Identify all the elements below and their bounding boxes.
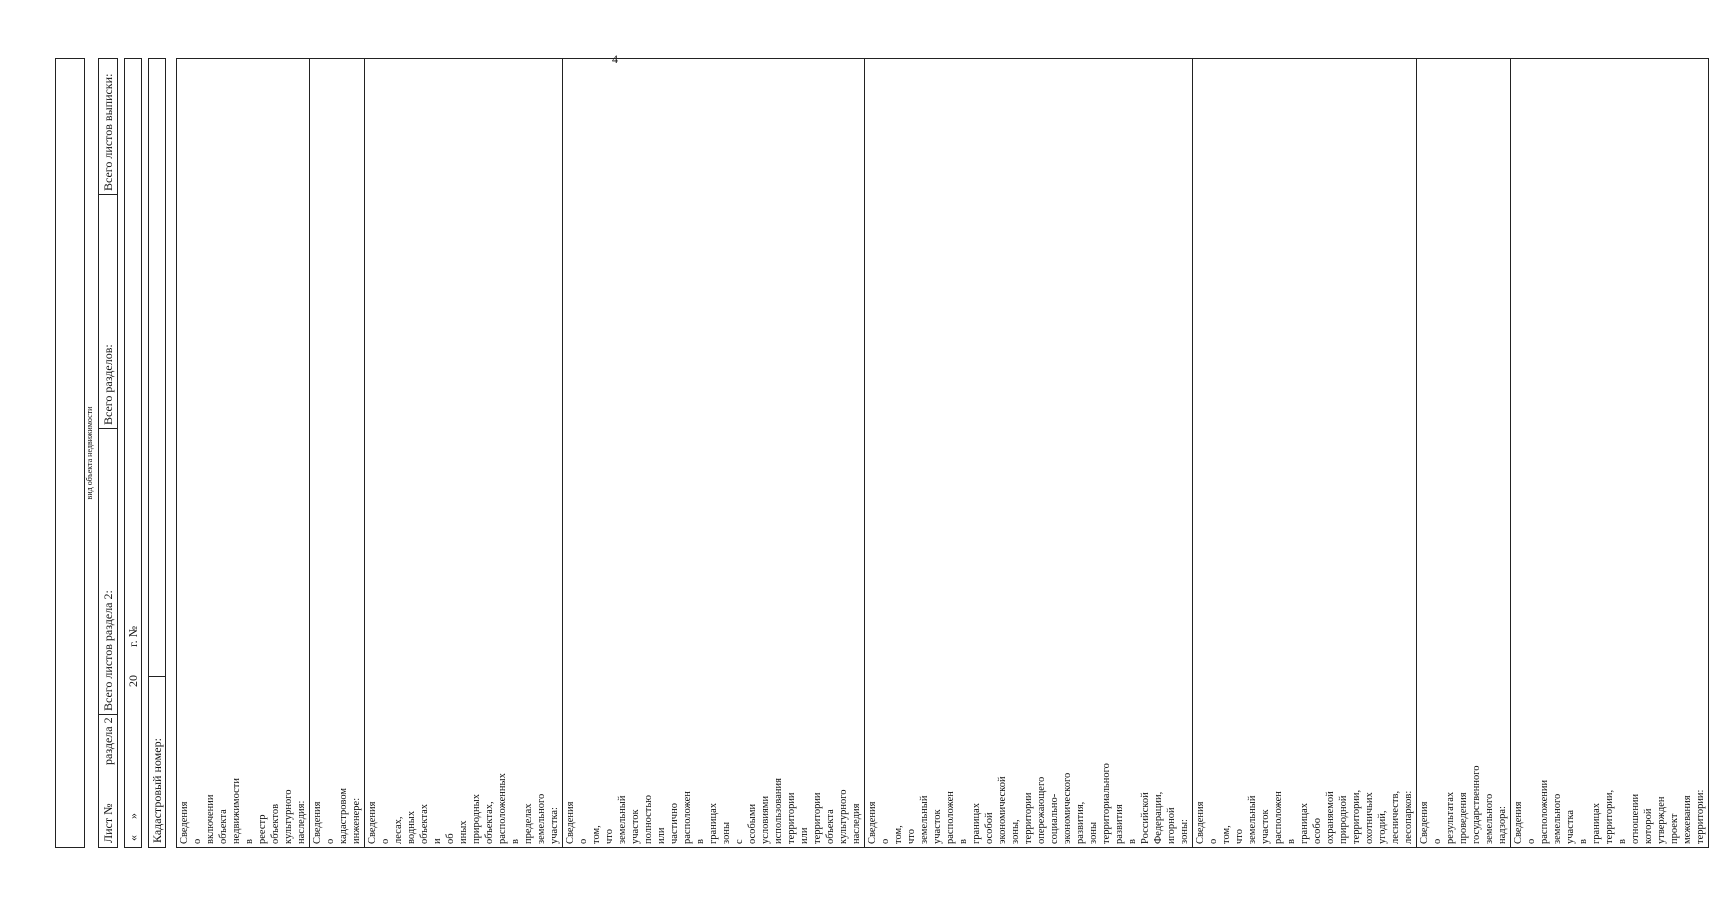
table-row: Сведения о лесах, водных объектах и об иных природных объектах, расположенных в пределах земельного участка: [365, 59, 563, 848]
date-row [124, 58, 142, 848]
table-row: Сведения о включении объекта недвижимости в реестр объектов культурного наследия: [177, 59, 310, 848]
rotated-form [55, 58, 1706, 848]
object-type-caption: вид объекта недвижимости [85, 406, 94, 500]
info-value [1193, 59, 1417, 848]
table-row: Сведения о том, что земельный участок расположен в границах особо охраняемой природной территории, охотничьих угодий, лесничеств, лесопарков: [1193, 59, 1417, 848]
year-prefix: 20 [126, 675, 140, 687]
section-sheets-label: Всего листов раздела 2: [101, 590, 115, 711]
info-value [177, 59, 310, 848]
year-suffix: г. № [126, 625, 140, 647]
cadastral-row [148, 58, 166, 848]
table-row: Сведения о расположении земельного участка в границах территории, в отношении которой утвержден проект межевания территории: [1511, 59, 1709, 848]
sheet-label: Лист № [101, 803, 115, 843]
page-number: 4 [612, 52, 618, 66]
info-value [310, 59, 365, 848]
cadastral-label: Кадастровый номер: [150, 738, 164, 843]
info-value [1511, 59, 1709, 848]
info-value [1417, 59, 1511, 848]
divider [149, 676, 165, 677]
open-quote: « [126, 835, 140, 841]
section-label: раздела 2 [101, 717, 115, 765]
info-value [865, 59, 1193, 848]
close-quote: » [126, 813, 140, 819]
divider [99, 428, 117, 429]
sheet-info-row [98, 58, 118, 848]
info-value [563, 59, 865, 848]
table-row: Сведения о том, что земельный участок полностью или частично расположен в границах зоны с особыми условиями использования территории или территории объекта культурного наследия [563, 59, 865, 848]
divider [99, 714, 117, 715]
total-sections-label: Всего разделов: [101, 344, 115, 425]
table-row: Сведения о кадастровом инженере: [310, 59, 365, 848]
total-sheets-label: Всего листов выписки: [101, 73, 115, 191]
divider [99, 194, 117, 195]
info-table [176, 58, 1709, 848]
table-row: Сведения о результатах проведения государственного земельного надзора: [1417, 59, 1511, 848]
table-row: Сведения о том, что земельный участок расположен в границах особой экономической зоны, территории опережающего социально-экономического развития, зоны территориального развития в Российской Федерации, игорной зоны: [865, 59, 1193, 848]
object-type-box [55, 58, 85, 848]
info-value [365, 59, 563, 848]
